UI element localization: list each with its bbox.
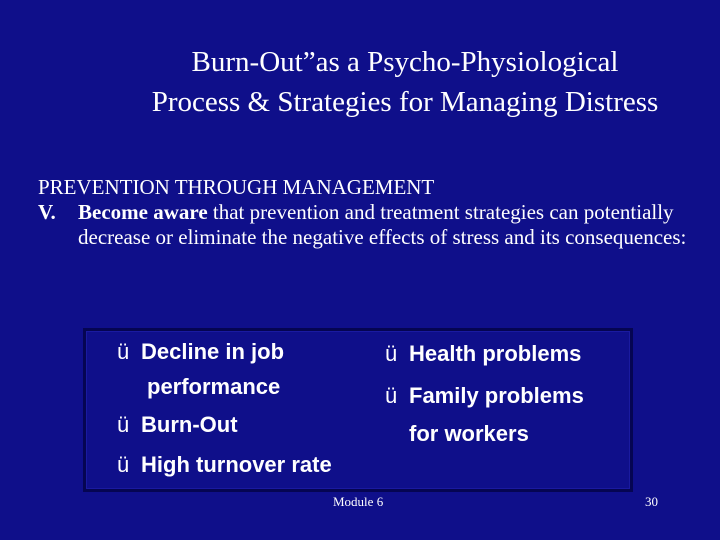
- checkmark-icon: ü: [385, 383, 398, 408]
- section-heading: PREVENTION THROUGH MANAGEMENT: [38, 175, 435, 199]
- list-item-decline: [117, 339, 284, 365]
- list-item-label: High turnover rate: [141, 452, 332, 477]
- list-item-label: for workers: [409, 421, 529, 446]
- checkmark-icon: ü: [117, 412, 130, 437]
- list-item-label: Decline in job: [141, 339, 285, 364]
- list-item-health: [385, 341, 581, 367]
- point-number: V.: [38, 200, 56, 224]
- list-item-decline-continued: [147, 374, 280, 400]
- point-v: [38, 200, 698, 250]
- footer-page-number: 30: [645, 494, 658, 509]
- point-text: that prevention and treatment strategies can potentially decrease or eliminate the negative effects of stress and its consequences:: [78, 200, 687, 249]
- footer-module: Module 6: [333, 494, 384, 509]
- list-item-label: Family problems: [409, 383, 584, 408]
- checkmark-icon: ü: [385, 341, 398, 366]
- list-item-family-continued: [409, 421, 529, 447]
- list-item-family: [385, 383, 584, 409]
- title-line-2: Process & Strategies for Managing Distress: [151, 86, 659, 118]
- title-line-1: Burn-Out”as a Psycho-Physiological: [191, 46, 619, 78]
- slide-title: [60, 42, 720, 122]
- list-item-burnout: [117, 412, 238, 438]
- checkmark-icon: ü: [117, 452, 130, 477]
- list-item-label: Health problems: [409, 341, 582, 366]
- point-emphasis: Become aware: [78, 200, 208, 224]
- list-item-turnover: [117, 452, 332, 478]
- checkmark-icon: ü: [117, 339, 130, 364]
- prevention-section: [38, 175, 698, 250]
- list-item-label: performance: [147, 374, 281, 399]
- list-item-label: Burn-Out: [141, 412, 238, 437]
